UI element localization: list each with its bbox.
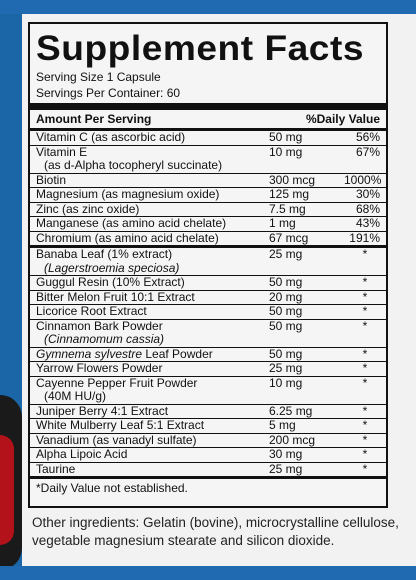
panel-title: Supplement Facts bbox=[36, 29, 365, 68]
nutrient-amount: 67 mcg bbox=[269, 230, 309, 245]
nutrient-subtext bbox=[30, 390, 386, 404]
nutrient-name: Taurine bbox=[36, 461, 76, 476]
nutrient-name: White Mulberry Leaf 5:1 Extract bbox=[36, 418, 205, 432]
nutrient-amount: 6.25 mg bbox=[269, 403, 313, 418]
nutrient-row bbox=[30, 217, 386, 231]
nutrient-amount: 300 mcg bbox=[269, 172, 316, 187]
nutrient-dv: * bbox=[362, 275, 368, 289]
nutrient-dv: 191% bbox=[349, 230, 380, 245]
nutrient-dv: * bbox=[362, 461, 368, 476]
herbal-group bbox=[30, 248, 386, 476]
nutrient-dv: 68% bbox=[355, 201, 380, 216]
nutrient-name: Biotin bbox=[36, 172, 67, 187]
nutrient-row bbox=[30, 276, 386, 290]
other-ingredients: Other ingredients: Gelatin (bovine), microcrystalline cellulose, vegetable magnesium stearate and silicon dioxide. bbox=[32, 515, 399, 548]
nutrient-row bbox=[30, 232, 386, 246]
nutrient-amount: 125 mg bbox=[269, 187, 310, 201]
nutrient-dv: 30% bbox=[355, 187, 380, 201]
nutrient-row bbox=[30, 174, 386, 188]
nutrient-row bbox=[30, 405, 386, 419]
minerals-group bbox=[30, 174, 386, 246]
nutrient-amount: 50 mg bbox=[269, 130, 303, 144]
nutrient-row bbox=[30, 320, 386, 334]
nutrient-amount: 50 mg bbox=[269, 346, 303, 361]
nutrient-subtext bbox=[30, 333, 386, 347]
nutrient-amount: 50 mg bbox=[269, 304, 303, 318]
nutrient-dv: 67% bbox=[355, 144, 380, 159]
nutrient-subtext-text: (Cinnamomum cassia) bbox=[44, 332, 165, 346]
nutrient-row bbox=[30, 131, 386, 145]
nutrient-dv: * bbox=[362, 447, 368, 461]
vitamins-group bbox=[30, 131, 386, 173]
nutrient-amount: 10 mg bbox=[269, 375, 303, 390]
nutrient-subtext-text: (as d-Alpha tocopheryl succinate) bbox=[44, 158, 223, 172]
nutrient-name-rest: Leaf Powder bbox=[142, 346, 213, 361]
nutrient-name: Cinnamon Bark Powder bbox=[36, 318, 163, 333]
nutrient-row bbox=[30, 434, 386, 448]
nutrient-amount: 5 mg bbox=[269, 418, 296, 432]
supplement-facts-panel bbox=[28, 22, 388, 508]
nutrient-row bbox=[30, 248, 386, 262]
nutrient-dv: 43% bbox=[355, 216, 380, 230]
nutrient-dv: * bbox=[362, 432, 368, 447]
nutrient-row bbox=[30, 377, 386, 391]
nutrient-name: Bitter Melon Fruit 10:1 Extract bbox=[36, 289, 195, 304]
nutrient-subtext bbox=[30, 262, 386, 276]
bottle-edge bbox=[0, 395, 22, 570]
nutrient-subtext-text: (Lagerstroemia speciosa) bbox=[44, 260, 180, 275]
nutrient-row bbox=[30, 448, 386, 462]
nutrient-name: Zinc (as zinc oxide) bbox=[36, 201, 140, 216]
nutrient-dv: * bbox=[362, 304, 368, 318]
nutrient-subtext-text: (40M HU/g) bbox=[44, 389, 107, 403]
nutrient-dv: 1000% bbox=[344, 172, 382, 187]
nutrient-row bbox=[30, 362, 386, 376]
nutrient-dv: * bbox=[362, 375, 368, 390]
nutrient-name: Manganese (as amino acid chelate) bbox=[36, 216, 227, 230]
nutrient-name: Yarrow Flowers Powder bbox=[36, 361, 163, 375]
nutrient-dv: * bbox=[362, 418, 368, 432]
top-blue-band bbox=[0, 0, 416, 14]
nutrient-row bbox=[30, 291, 386, 305]
nutrient-row bbox=[30, 463, 386, 477]
nutrient-amount: 10 mg bbox=[269, 144, 303, 159]
footnote: *Daily Value not established. bbox=[36, 481, 188, 495]
nutrient-row bbox=[30, 188, 386, 202]
dv-header: %Daily Value bbox=[305, 112, 380, 126]
bottom-blue-band bbox=[0, 566, 416, 580]
nutrient-name: Cayenne Pepper Fruit Powder bbox=[36, 375, 198, 390]
nutrient-row bbox=[30, 419, 386, 433]
column-header bbox=[30, 110, 386, 128]
nutrient-amount: 50 mg bbox=[269, 318, 303, 333]
nutrient-dv: * bbox=[362, 318, 368, 333]
servings-per-container: Servings Per Container: 60 bbox=[36, 86, 181, 100]
nutrient-row bbox=[30, 146, 386, 160]
nutrient-name: Vitamin E bbox=[36, 144, 88, 159]
nutrient-subtext bbox=[30, 159, 386, 173]
nutrient-amount: 200 mcg bbox=[269, 432, 316, 447]
nutrient-amount: 7.5 mg bbox=[269, 201, 306, 216]
nutrient-name-italic: Gymnema sylvestre bbox=[36, 346, 143, 361]
nutrient-name: Vanadium (as vanadyl sulfate) bbox=[36, 432, 197, 447]
nutrient-amount: 25 mg bbox=[269, 361, 303, 375]
nutrient-row bbox=[30, 203, 386, 217]
nutrient-amount: 1 mg bbox=[269, 216, 296, 230]
nutrient-dv: * bbox=[362, 346, 368, 361]
nutrient-dv: * bbox=[362, 403, 368, 418]
nutrient-dv: * bbox=[362, 247, 368, 261]
nutrient-name: Magnesium (as magnesium oxide) bbox=[36, 187, 220, 201]
amount-header: Amount Per Serving bbox=[36, 112, 152, 126]
nutrient-name bbox=[36, 348, 269, 362]
nutrient-name: Juniper Berry 4:1 Extract bbox=[36, 403, 169, 418]
nutrient-dv: 56% bbox=[355, 130, 380, 144]
nutrient-row bbox=[30, 305, 386, 319]
nutrient-amount: 25 mg bbox=[269, 461, 303, 476]
nutrient-name: Guggul Resin (10% Extract) bbox=[36, 275, 185, 289]
nutrient-amount: 30 mg bbox=[269, 447, 303, 461]
thick-divider bbox=[30, 103, 386, 110]
nutrient-name: Licorice Root Extract bbox=[36, 304, 147, 318]
nutrient-amount: 20 mg bbox=[269, 289, 303, 304]
nutrient-name: Chromium (as amino acid chelate) bbox=[36, 230, 219, 245]
nutrient-dv: * bbox=[362, 361, 368, 375]
nutrient-amount: 25 mg bbox=[269, 247, 303, 261]
nutrient-row bbox=[30, 348, 386, 362]
nutrient-name: Alpha Lipoic Acid bbox=[36, 447, 128, 461]
serving-size: Serving Size 1 Capsule bbox=[36, 70, 161, 84]
nutrient-dv: * bbox=[362, 289, 368, 304]
nutrient-name: Banaba Leaf (1% extract) bbox=[36, 247, 173, 261]
nutrient-name: Vitamin C (as ascorbic acid) bbox=[36, 130, 186, 144]
nutrient-amount: 50 mg bbox=[269, 275, 303, 289]
